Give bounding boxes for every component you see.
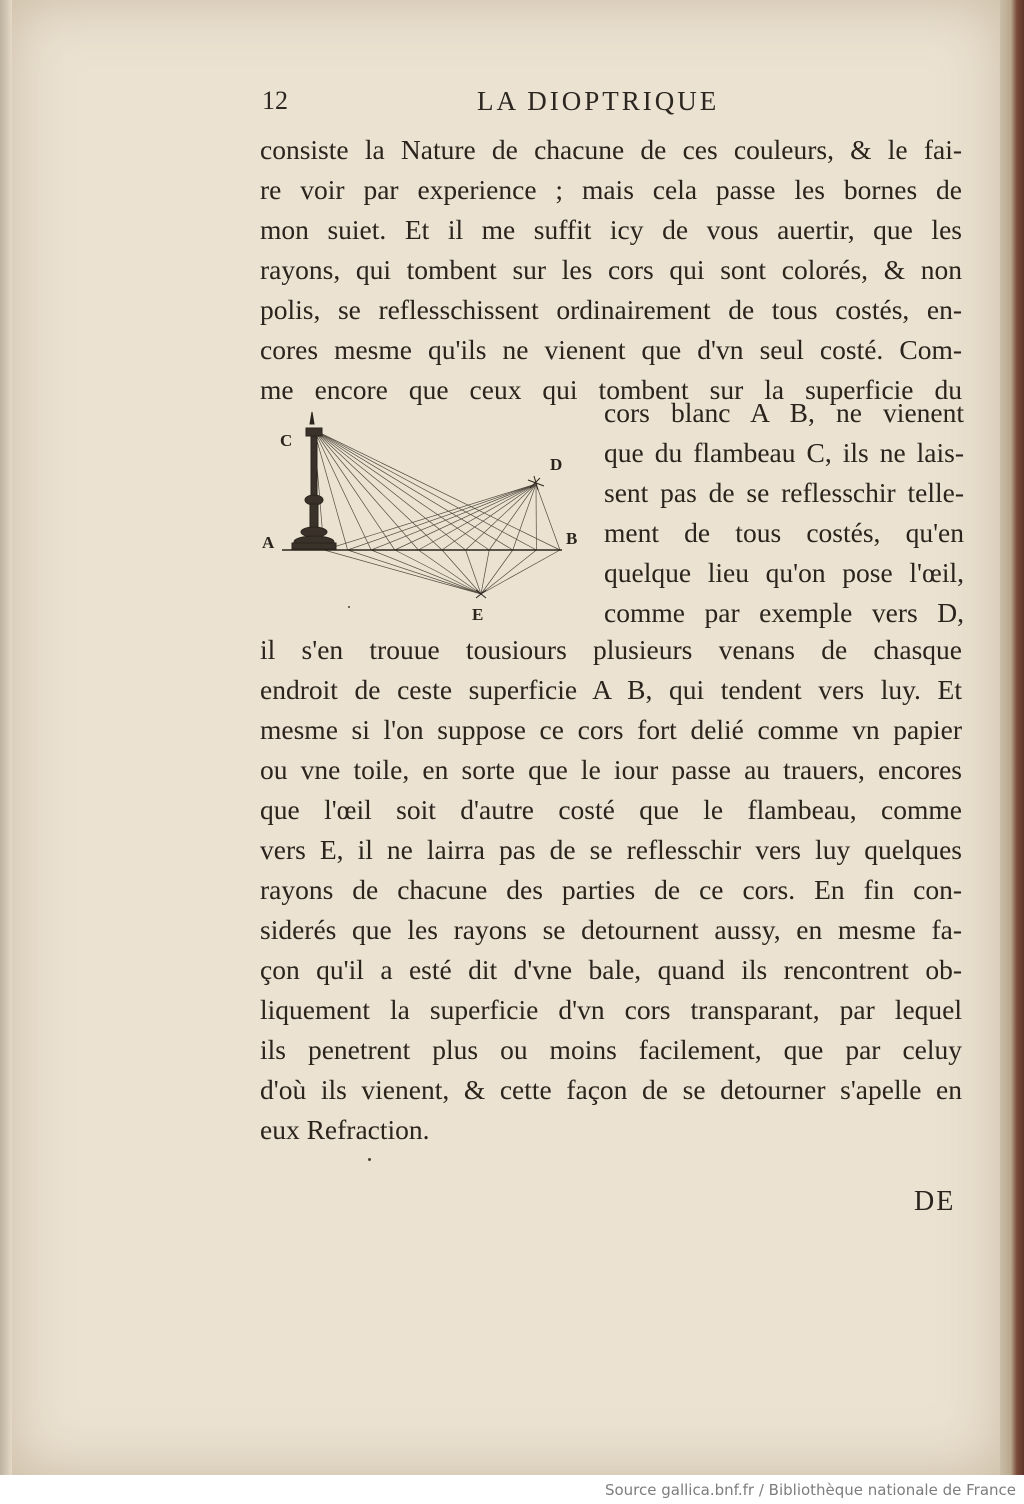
- ray-line: [314, 430, 418, 550]
- text-block-bottom: [260, 630, 962, 1150]
- text-line: comme par exemple vers D,: [604, 597, 964, 628]
- catchword: DE: [914, 1186, 956, 1217]
- ray-line: [314, 430, 442, 550]
- footer-bar: [0, 1475, 1024, 1504]
- text-line: mon suiet. Et il me suffit icy de vous auertir, que les: [260, 214, 962, 245]
- ray-line: [481, 550, 536, 594]
- ray-line: [466, 484, 536, 550]
- source-credit: Source gallica.bnf.fr / Bibliothèque nationale de France: [604, 1481, 1016, 1499]
- ray-line: [348, 484, 536, 550]
- book-edge: [1000, 0, 1024, 1475]
- text-line: vers E, il ne lairra pas de se reflesschir vers luy quelques: [260, 834, 962, 865]
- text-line: ou vne toile, en sorte que le iour passe au trauers, encores: [260, 754, 962, 785]
- text-line: polis, se reflesschissent ordinairement de tous costés, en-: [260, 294, 962, 325]
- page-binding: [0, 0, 12, 1475]
- ray-line: [418, 550, 481, 594]
- label-d: D: [550, 455, 563, 474]
- reflection-figure: [262, 402, 602, 632]
- ray-line: [481, 550, 489, 594]
- text-line: cors blanc A B, ne vienent: [604, 397, 964, 428]
- text-line: me encore que ceux qui tombent sur la superficie du: [260, 374, 962, 405]
- ray-line: [442, 484, 536, 550]
- text-line: mesme si l'on suppose ce cors fort delié comme vn papier: [260, 714, 962, 745]
- text-line: que l'œil soit d'autre costé que le flambeau, comme: [260, 794, 962, 825]
- ray-line: [324, 550, 481, 594]
- text-line: ils penetrent plus ou moins facilement, que par celuy: [260, 1034, 962, 1065]
- text-line: eux Refraction.: [260, 1114, 430, 1145]
- ray-line: [481, 550, 560, 594]
- page-header: [262, 86, 962, 126]
- ray-line: [513, 484, 536, 550]
- ray-line: [348, 550, 481, 594]
- ink-speck: [368, 1158, 371, 1161]
- text-line: rayons, qui tombent sur les cors qui sont colorés, & non: [260, 254, 962, 285]
- label-c: C: [280, 431, 293, 450]
- ray-line: [314, 430, 536, 550]
- ray-line: [481, 550, 513, 594]
- eye-point-e-icon: [476, 590, 486, 598]
- text-line: quelque lieu qu'on pose l'œil,: [604, 557, 964, 588]
- ray-line: [314, 430, 489, 550]
- text-line: liquement la superficie d'vn cors transparant, par lequel: [260, 994, 962, 1025]
- text-line: sent pas de se reflesschir telle-: [604, 477, 964, 508]
- text-line: çon qu'il a esté dit d'vne bale, quand ils rencontrent ob-: [260, 954, 962, 985]
- text-block-top: [260, 130, 962, 410]
- label-b: B: [566, 529, 578, 548]
- text-line: re voir par experience ; mais cela passe les bornes de: [260, 174, 962, 205]
- text-line: que du flambeau C, ils ne lais-: [604, 437, 964, 468]
- text-line: il s'en trouue tousiours plusieurs venans de chasque: [260, 634, 962, 665]
- text-line: siderés que les rayons se detournent aussy, en mesme fa-: [260, 914, 962, 945]
- label-a: A: [262, 533, 275, 552]
- text-line: endroit de ceste superficie A B, qui tendent vers luy. Et: [260, 674, 962, 705]
- text-block-beside-figure: [604, 393, 964, 633]
- text-line: d'où ils vienent, & cette façon de se detourner s'apelle en: [260, 1074, 962, 1105]
- ray-line: [314, 430, 466, 550]
- running-title: LA DIOPTRIQUE: [477, 86, 720, 116]
- ray-line: [395, 484, 536, 550]
- ray-lines: [314, 430, 563, 594]
- page-number: 12: [262, 86, 288, 115]
- text-line: ment de tous costés, qu'en: [604, 517, 964, 548]
- label-e: E: [472, 605, 484, 624]
- candlestick-icon: [292, 412, 336, 549]
- ink-speck: [348, 606, 350, 608]
- text-line: cores mesme qu'ils ne vienent que d'vn seul costé. Com-: [260, 334, 962, 365]
- text-line: rayons de chacune des parties de ce cors. En fin con-: [260, 874, 962, 905]
- ray-line: [314, 430, 513, 550]
- ray-line: [371, 550, 481, 594]
- text-line: consiste la Nature de chacune de ces couleurs, & le fai-: [260, 134, 962, 165]
